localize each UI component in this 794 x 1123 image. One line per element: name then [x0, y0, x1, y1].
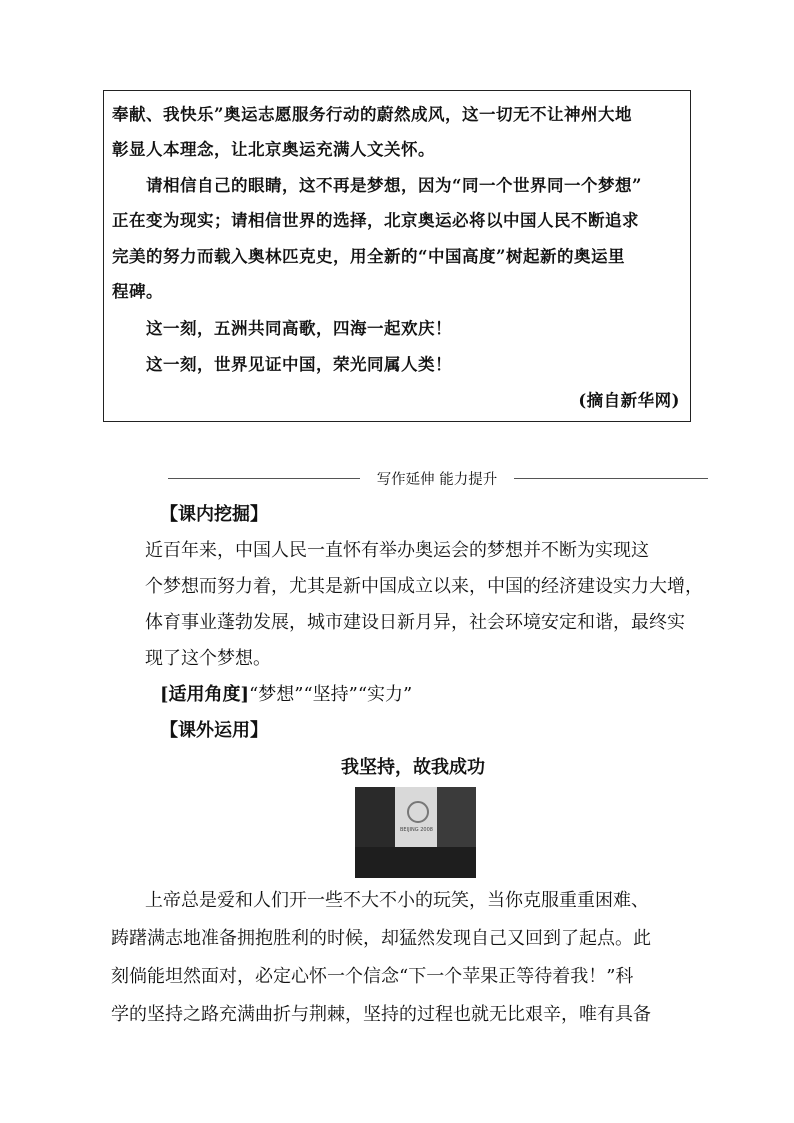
paragraph-line: 个梦想而努力着，尤其是新中国成立以来，中国的经济建设实力大增， — [145, 576, 703, 597]
box-line: 请相信自己的眼睛，这不再是梦想，因为“同一个世界同一个梦想” — [146, 176, 642, 195]
paragraph-line: 上帝总是爱和人们开一些不大不小的玩笑，当你克服重重困难、 — [145, 890, 649, 911]
divider-line-left — [168, 478, 360, 479]
source-citation: (摘自新华网) — [578, 391, 680, 410]
paragraph-line: 近百年来，中国人民一直怀有举办奥运会的梦想并不断为实现这 — [145, 540, 649, 561]
paragraph-line: 体育事业蓬勃发展，城市建设日新月异，社会环境安定和谐，最终实 — [145, 612, 685, 633]
paragraph-line: 踌躇满志地准备拥抱胜利的时候，却猛然发现自己又回到了起点。此 — [111, 928, 651, 949]
box-line: 这一刻，五洲共同高歌，四海一起欢庆！ — [146, 319, 452, 338]
photo-caption: BEIJING 2008 — [400, 827, 433, 833]
section-divider — [168, 468, 708, 488]
quote-box — [103, 90, 691, 422]
olympic-emblem-icon — [407, 801, 429, 823]
essay-title: 我坚持，故我成功 — [341, 757, 485, 778]
paragraph-line: 刻倘能坦然面对，必定心怀一个信念“下一个苹果正等待着我！”科 — [111, 966, 634, 987]
applicable-angle — [160, 680, 412, 706]
box-line: 正在变为现实；请相信世界的选择，北京奥运必将以中国人民不断追求 — [112, 211, 639, 230]
paragraph-line: 现了这个梦想。 — [145, 648, 271, 669]
box-line: 程碑。 — [112, 282, 163, 301]
box-line: 完美的努力而载入奥林匹克史，用全新的“中国高度”树起新的奥运里 — [112, 247, 625, 266]
section-heading-kewai: 【课外运用】 — [160, 720, 268, 741]
divider-line-right — [514, 478, 708, 479]
angle-value: “梦想”“坚持”“实力” — [249, 684, 413, 705]
box-line: 奉献、我快乐”奥运志愿服务行动的蔚然成风，这一切无不让神州大地 — [112, 105, 632, 124]
section-heading-kenei: 【课内挖掘】 — [160, 504, 268, 525]
box-line: 彰显人本理念，让北京奥运充满人文关怀。 — [112, 140, 435, 159]
angle-label: [适用角度] — [160, 684, 250, 705]
paragraph-line: 学的坚持之路充满曲折与荆棘，坚持的过程也就无比艰辛，唯有具备 — [111, 1004, 651, 1025]
divider-label: 写作延伸 能力提升 — [376, 472, 498, 488]
box-line: 这一刻，世界见证中国，荣光同属人类！ — [146, 355, 452, 374]
olympic-photo — [355, 787, 476, 878]
